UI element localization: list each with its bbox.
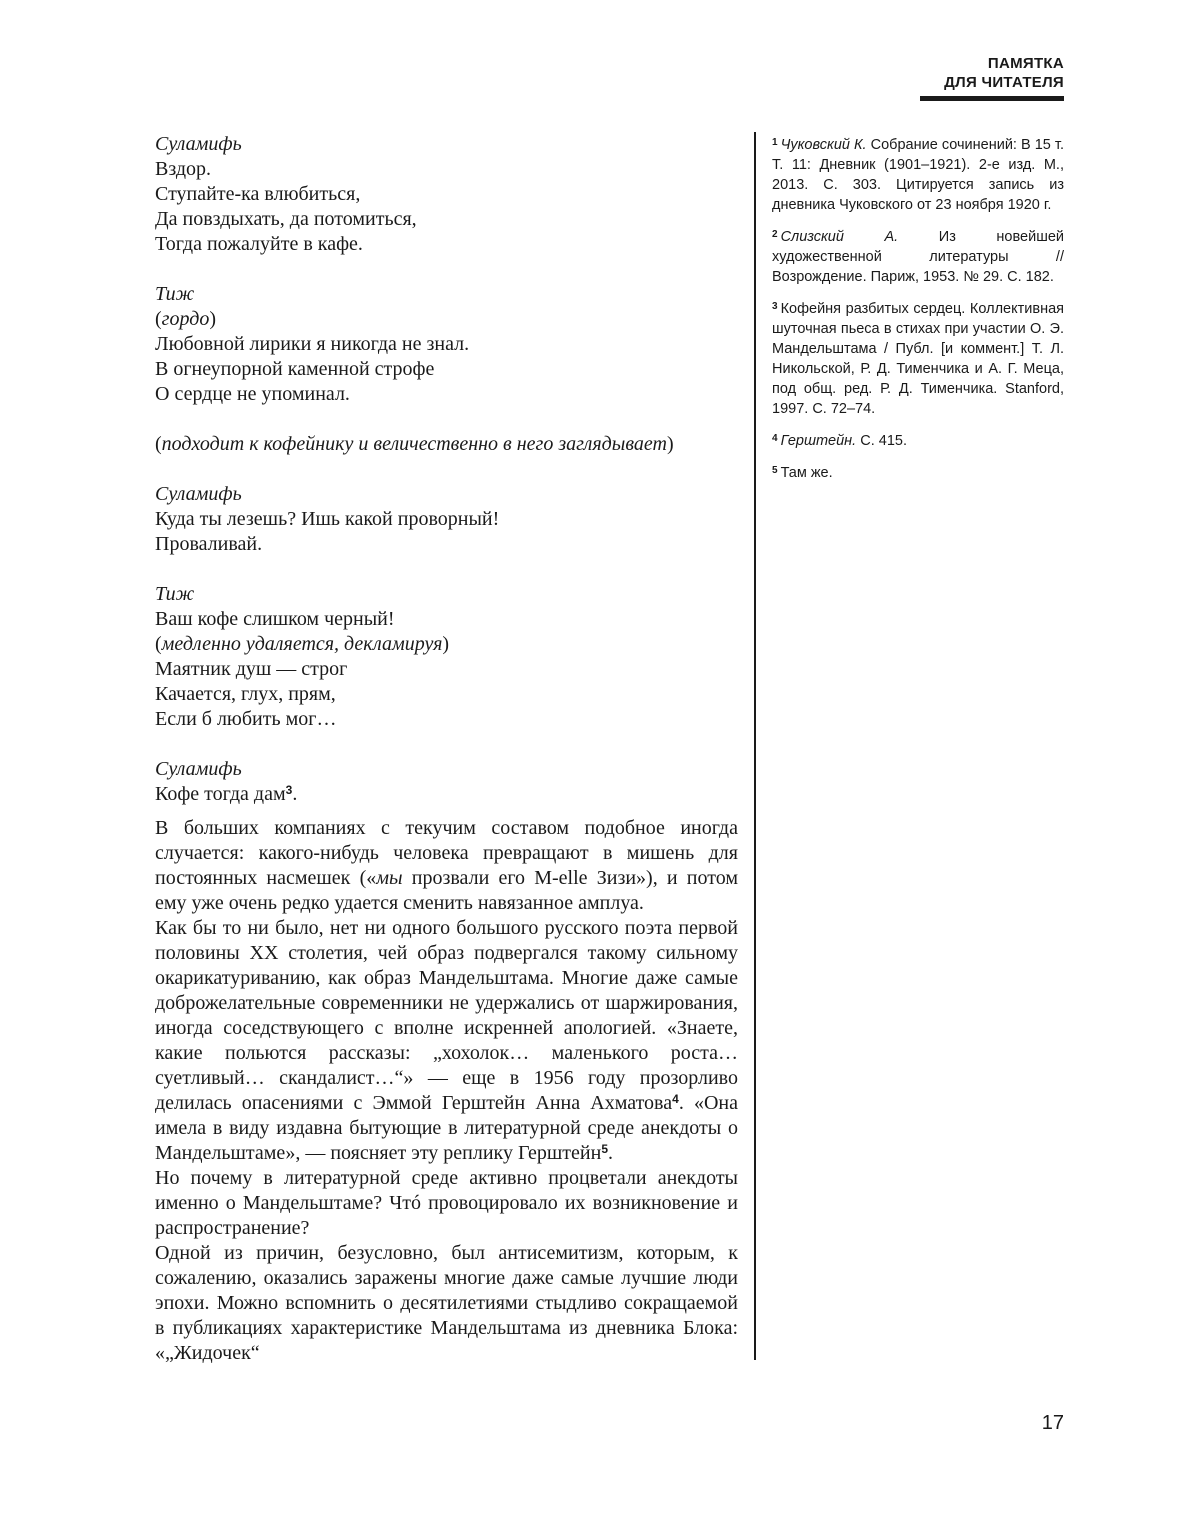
paragraph: [155, 816, 738, 916]
verse-line: Вздор.: [155, 158, 212, 180]
verse-line: Куда ты лезешь? Ишь какой проворный!: [155, 508, 500, 530]
footnote-text: Там же.: [780, 465, 833, 481]
speaker-name: Суламифь: [155, 758, 242, 780]
speaker-name: Суламифь: [155, 133, 242, 155]
column-divider: [754, 132, 756, 1360]
footnote-number: 4: [772, 433, 778, 444]
speaker-name: Тиж: [155, 583, 195, 605]
main-text: [155, 132, 738, 1366]
footnote-number: 5: [772, 465, 778, 476]
paragraph-text: В больших компаниях с текучим составом подобное иногда случается: какого-нибудь человека превращают в мишень для постоянных насмешек («: [155, 817, 738, 889]
stage-note: (гордо): [155, 308, 216, 330]
speaker-name: Тиж: [155, 283, 195, 305]
running-header: [944, 54, 1064, 92]
stage-direction-text: подходит к кофейнику и величественно в него заглядывает: [161, 433, 667, 455]
stage-note-text: медленно удаляется, декламируя: [161, 633, 443, 655]
verse-line: В огнеупорной каменной строфе: [155, 358, 435, 380]
verse-line: [155, 782, 738, 807]
verse-line: Ступайте-ка влюбиться,: [155, 183, 361, 205]
stage-note: (медленно удаляется, декламируя): [155, 633, 450, 655]
paragraph-text: Как бы то ни было, нет ни одного большого русского поэта первой половины XX столетия, чей образ подвергался такому сильному окарикатуриванию, как образ Мандельштама. Многие даже самые доброжелательные современники не удержались от шаржирования, иногда соседствующего с вполне искренней апологией. «Знаете, какие польются рассказы: „хохолок… маленького роста… суетливый… скандалист…“» — еще в 1956 году прозорливо делилась опасениями с Эммой Герштейн Анна Ахматова: [155, 917, 738, 1114]
paragraph-text: . «Она имела в виду издавна бытующие в литературной среде анекдоты о Мандельштаме», — поясняет эту реплику Герштейн: [155, 1092, 738, 1164]
footnote-text: Собрание сочинений: В 15 т. Т. 11: Дневник (1901–1921). 2-е изд. М., 2013. С. 303. Цитируется запись из дневника Чуковского от 23 ноября 1920 г.: [772, 137, 1064, 213]
verse-line: Ваш кофе слишком черный!: [155, 608, 395, 630]
footnote: [772, 225, 1064, 287]
paragraph: Одной из причин, безусловно, был антисемитизм, которым, к сожалению, оказались заражены многие даже самые лучшие люди эпохи. Можно вспомнить о десятилетиями стыдливо сокращаемой в публикациях характеристике Мандельштама из дневника Блока: «„Жидочек“: [155, 1242, 738, 1364]
verse-line: О сердце не упоминал.: [155, 383, 350, 405]
footnote: [772, 461, 1064, 483]
verse-line: Проваливай.: [155, 533, 263, 555]
footnote-ref: 5: [601, 1142, 609, 1156]
footnote-author: Слизский А.: [780, 229, 899, 245]
paragraph-italic: мы: [376, 867, 403, 889]
footnote: [772, 297, 1064, 419]
header-rule: [920, 96, 1064, 101]
verse-line: Да повздыхать, да потомиться,: [155, 208, 417, 230]
footnotes: [772, 133, 1064, 493]
stage-note-text: гордо: [161, 308, 210, 330]
footnote-author: Чуковский К.: [780, 137, 867, 153]
page-number: 17: [1041, 1412, 1064, 1434]
footnote-author: Герштейн.: [780, 433, 857, 449]
verse-line-end: .: [292, 783, 298, 805]
footnote-ref: 3: [285, 783, 293, 797]
paragraph: [155, 916, 738, 1166]
footnote-text: С. 415.: [856, 433, 907, 449]
footnote-ref: 4: [672, 1092, 679, 1106]
speaker-name: Суламифь: [155, 483, 242, 505]
running-header-line-1: ПАМЯТКА: [987, 55, 1064, 72]
verse-line: Если б любить мог…: [155, 708, 337, 730]
footnote-text: Из новейшей художественной литературы // Возрождение. Париж, 1953. № 29. С. 182.: [772, 229, 1064, 285]
verse-line: Маятник душ — строг: [155, 658, 348, 680]
verse-line-text: Кофе тогда дам: [155, 783, 286, 805]
stage-direction: (подходит к кофейнику и величественно в него заглядывает): [155, 433, 674, 455]
verse-line: Качается, глух, прям,: [155, 683, 336, 705]
verse-line: Тогда пожалуйте в кафе.: [155, 233, 363, 255]
footnote: [772, 429, 1064, 451]
footnote-text: Кофейня разбитых сердец. Коллективная шуточная пьеса в стихах при участии О. Э. Мандельштама / Публ. [и коммент.] Т. Л. Никольской, Р. Д. Тименчика и А. Г. Меца, под общ. ред. Р. Д. Тименчика. Stanford, 1997. С. 72–74.: [772, 301, 1064, 417]
paragraph-text: .: [608, 1142, 614, 1164]
footnote-number: 2: [772, 229, 778, 240]
verse-line: Любовной лирики я никогда не знал.: [155, 333, 470, 355]
paragraph: Но почему в литературной среде активно процветали анекдоты именно о Мандельштаме? Чтó провоцировало их возникновение и распространение?: [155, 1167, 738, 1239]
running-header-line-2: ДЛЯ ЧИТАТЕЛЯ: [944, 74, 1064, 91]
footnote-number: 1: [772, 137, 778, 148]
footnote: [772, 133, 1064, 215]
paragraph-text: прозвали его M-elle Зизи»), и потом ему уже очень редко удается сменить навязанное амплуа.: [155, 867, 738, 914]
footnote-number: 3: [772, 301, 778, 312]
prose: [155, 816, 738, 1366]
